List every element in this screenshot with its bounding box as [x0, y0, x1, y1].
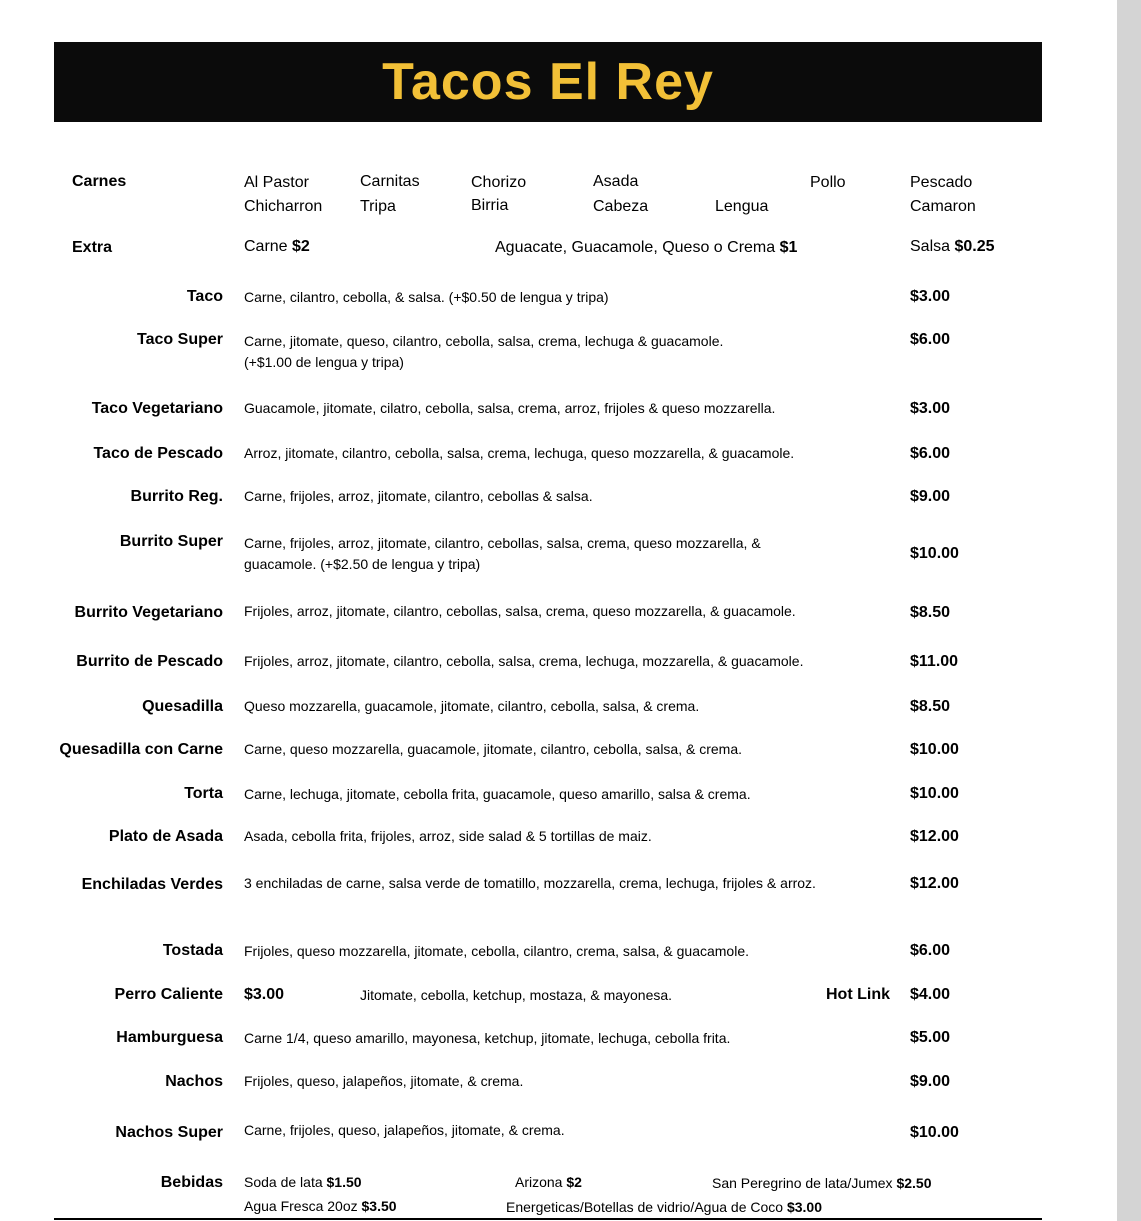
item-desc: Asada, cebolla frita, frijoles, arroz, side salad & 5 tortillas de maiz.: [244, 828, 652, 844]
item-price: $10.00: [910, 785, 959, 802]
item-price: $6.00: [910, 331, 951, 348]
perro-desc: Jitomate, cebolla, ketchup, mostaza, & mayonesa.: [360, 987, 673, 1003]
drink-energeticas: Energeticas/Botellas de vidrio/Agua de Coco $3.00: [506, 1199, 822, 1215]
item-name: Burrito Reg.: [130, 488, 223, 505]
drink-arizona: Arizona $2: [515, 1174, 582, 1190]
item-name: Nachos: [165, 1073, 223, 1090]
meat-birria: Birria: [471, 197, 509, 214]
extra-toppings: Aguacate, Guacamole, Queso o Crema $1: [495, 239, 798, 256]
item-desc: Queso mozzarella, guacamole, jitomate, cilantro, cebolla, salsa, & crema.: [244, 698, 700, 714]
drink-soda: Soda de lata $1.50: [244, 1174, 362, 1190]
item-name: Quesadilla con Carne: [59, 741, 223, 758]
item-price: $8.50: [910, 698, 951, 715]
bebidas-label: Bebidas: [160, 1174, 223, 1191]
meat-al-pastor: Al Pastor: [244, 174, 309, 191]
meat-lengua: Lengua: [715, 198, 769, 215]
item-desc: Carne, jitomate, queso, cilantro, cebolla, salsa, crema, lechuga & guacamole.: [244, 333, 724, 349]
item-name: Taco Super: [137, 331, 223, 348]
item-price: $5.00: [910, 1029, 951, 1046]
item-name: Taco: [186, 288, 223, 305]
item-name: Nachos Super: [115, 1124, 223, 1141]
item-name: Tostada: [162, 942, 223, 959]
item-name: Burrito Vegetariano: [74, 604, 223, 621]
extra-carne: Carne $2: [244, 238, 310, 255]
extra-salsa: Salsa $0.25: [910, 238, 995, 255]
item-desc: Carne, lechuga, jitomate, cebolla frita, guacamole, queso amarillo, salsa & crema.: [244, 786, 751, 802]
item-desc: Frijoles, arroz, jitomate, cilantro, cebolla, salsa, crema, lechuga, mozzarella, & guacamole.: [244, 653, 804, 669]
drink-agua-fresca: Agua Fresca 20oz $3.50: [244, 1198, 397, 1214]
item-price: $9.00: [910, 1073, 951, 1090]
item-name: Burrito Super: [119, 533, 223, 550]
item-price: $12.00: [910, 828, 959, 845]
meat-tripa: Tripa: [360, 198, 396, 215]
perro-price: $3.00: [244, 986, 285, 1003]
item-price: $6.00: [910, 445, 951, 462]
item-desc: 3 enchiladas de carne, salsa verde de tomatillo, mozzarella, crema, lechuga, frijoles & arroz.: [244, 875, 816, 891]
item-desc: Carne, cilantro, cebolla, & salsa. (+$0.50 de lengua y tripa): [244, 289, 609, 305]
item-desc: Carne 1/4, queso amarillo, mayonesa, ketchup, jitomate, lechuga, cebolla frita.: [244, 1030, 731, 1046]
item-price: $10.00: [910, 741, 959, 758]
item-price: $10.00: [910, 1124, 959, 1141]
extra-label: Extra: [72, 239, 113, 256]
meat-chicharron: Chicharron: [244, 198, 323, 215]
item-desc: Frijoles, queso mozzarella, jitomate, cebolla, cilantro, crema, salsa, & guacamole.: [244, 943, 749, 959]
item-price: $8.50: [910, 604, 951, 621]
meat-asada: Asada: [593, 173, 639, 190]
hotlink-price: $4.00: [910, 986, 951, 1003]
drink-peregrino: San Peregrino de lata/Jumex $2.50: [712, 1175, 932, 1191]
item-price: $3.00: [910, 400, 951, 417]
item-price: $11.00: [910, 653, 959, 670]
hotlink-label: Hot Link: [826, 986, 890, 1003]
item-price: $12.00: [910, 875, 959, 892]
item-name: Taco de Pescado: [93, 445, 223, 462]
title-banner: [54, 42, 1042, 122]
item-name: Enchiladas Verdes: [81, 876, 223, 893]
item-name: Taco Vegetariano: [91, 400, 223, 417]
item-price: $6.00: [910, 942, 951, 959]
meat-pescado: Pescado: [910, 174, 973, 191]
scrollbar[interactable]: [1117, 0, 1141, 1221]
item-name: Burrito de Pescado: [76, 653, 223, 670]
item-desc-note: (+$1.00 de lengua y tripa): [244, 354, 404, 370]
item-desc: Frijoles, arroz, jitomate, cilantro, cebollas, salsa, crema, queso mozzarella, & guacamole.: [244, 603, 796, 619]
bottom-divider: [54, 1218, 1042, 1220]
item-desc: Carne, frijoles, arroz, jitomate, cilantro, cebollas, salsa, crema, queso mozzarella, &: [244, 535, 761, 551]
item-desc: Guacamole, jitomate, cilatro, cebolla, salsa, crema, arroz, frijoles & queso mozzarella.: [244, 400, 776, 416]
item-name: Perro Caliente: [114, 986, 223, 1003]
item-desc-note: guacamole. (+$2.50 de lengua y tripa): [244, 556, 481, 572]
item-name: Torta: [184, 785, 223, 802]
item-desc: Arroz, jitomate, cilantro, cebolla, salsa, crema, lechuga, queso mozzarella, & guacamole.: [244, 445, 795, 461]
item-price: $10.00: [910, 545, 959, 562]
item-desc: Frijoles, queso, jalapeños, jitomate, & crema.: [244, 1073, 524, 1089]
page-title: Tacos El Rey: [382, 53, 714, 111]
carnes-label: Carnes: [72, 173, 127, 190]
item-desc: Carne, frijoles, arroz, jitomate, cilantro, cebollas & salsa.: [244, 488, 593, 504]
item-price: $3.00: [910, 288, 951, 305]
item-name: Quesadilla: [142, 698, 223, 715]
meat-cabeza: Cabeza: [593, 198, 649, 215]
meat-carnitas: Carnitas: [360, 173, 420, 190]
item-desc: Carne, frijoles, queso, jalapeños, jitomate, & crema.: [244, 1122, 565, 1138]
item-name: Plato de Asada: [108, 828, 223, 845]
item-price: $9.00: [910, 488, 951, 505]
item-desc: Carne, queso mozzarella, guacamole, jitomate, cilantro, cebolla, salsa, & crema.: [244, 741, 743, 757]
item-name: Hamburguesa: [116, 1029, 223, 1046]
meat-pollo: Pollo: [810, 174, 846, 191]
meat-camaron: Camaron: [910, 198, 976, 215]
meat-chorizo: Chorizo: [471, 174, 527, 191]
